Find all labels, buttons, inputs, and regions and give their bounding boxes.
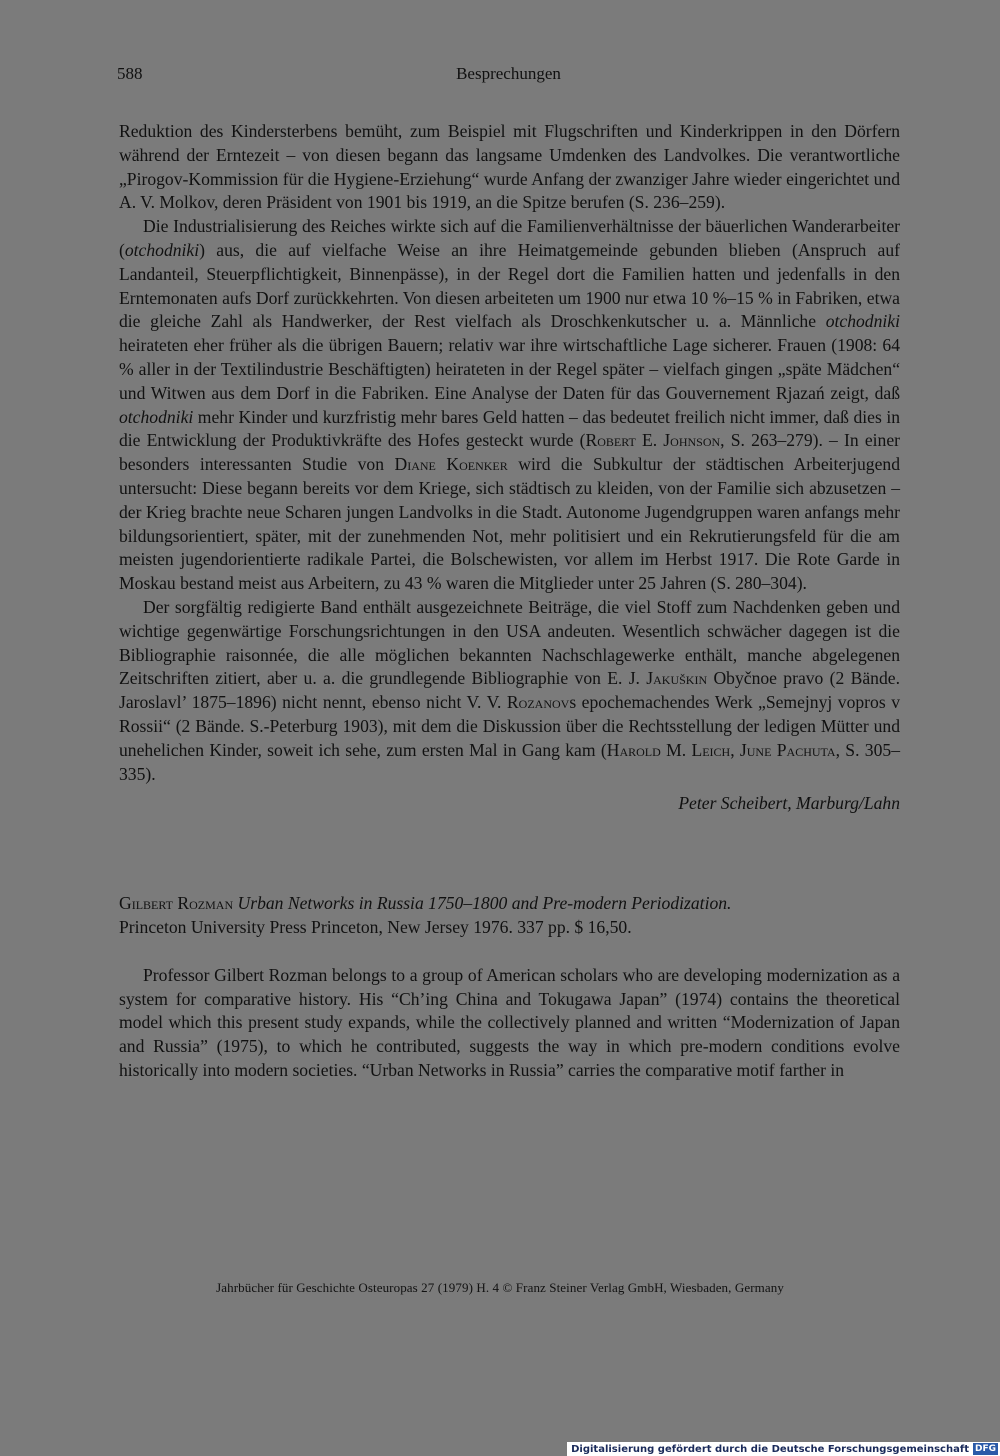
page-body	[119, 120, 900, 1083]
text-run: wird die Subkultur der städtischen Arbeiterjugend untersucht: Diese begann bereits vor dem Kriege, sich städtisch zu kleiden, von der Familie sich abzusetzen – der Krieg brachte neue Scharen jungen Landvolks in die Stadt. Autonome Jugendgruppen waren anfangs mehr bildungsorientiert, später, mit der zunehmenden Not, mehr politisiert und ein Rekrutierungsfeld für die am meisten jugendorientierte radikale Partei, die Bolschewisten, vor allem im Herbst 1917. Die Rote Garde in Moskau bestand meist aus Arbeitern, zu 43 % waren die Mitglieder unter 25 Jahren (S. 280–304).	[119, 454, 900, 594]
text-run: heirateten eher früher als die übrigen Bauern; relativ war ihre wirtschaftliche Lage sicherer. Frauen (1908: 64 % aller in der Textilindustrie Beschäftigten) heirateten in der Regel später – vielfach gingen „späte Mädchen“ und Witwen aus dem Dorf in die Fabriken. Eine Analyse der Daten für das Gouvernement Rjazań zeigt, daß	[119, 335, 900, 403]
text-run: Die Industrialisierung des Reiches wirkte sich auf die Familienverhältnisse der bäuerlichen Wanderarbeiter (	[119, 216, 900, 260]
text-run: , S. 305–335).	[119, 739, 900, 784]
review1-paragraph-3	[119, 596, 900, 786]
review2-publication: Princeton University Press Princeton, New Jersey 1976. 337 pp. $ 16,50.	[119, 916, 632, 937]
review2-title: Urban Networks in Russia 1750–1800 and Pre-modern Periodization.	[237, 893, 732, 914]
text-run: , S. 263–279). – In einer besonders interessanten Studie von	[119, 430, 900, 475]
text-run: Der sorgfältig redigierte Band enthält ausgezeichnete Beiträge, die viel Stoff zum Nachdenken geben und wichtige gegenwärtige Forschungsrichtungen in den USA andeuten. Wesentlich schwächer dagegen ist die Bibliographie raisonnée, die alle möglichen bekannten Nachschlagewerke enthält, manche abgelegenen Zeitschriften zitiert, aber u. a. die grundlegende Bibliographie von E. J.	[119, 596, 900, 689]
italic-term: otchodniki	[119, 406, 194, 427]
digitization-notice	[567, 1442, 1000, 1456]
dfg-logo-icon: DFG	[974, 1444, 996, 1454]
review2-heading	[119, 892, 900, 940]
page-number: 588	[117, 64, 143, 83]
page-header	[117, 64, 900, 92]
author-name: Robert E. Johnson	[585, 430, 721, 451]
review2-author: Gilbert Rozman	[119, 893, 234, 914]
review2-paragraph-1: Professor Gilbert Rozman belongs to a group of American scholars who are developing modernization as a system for comparative history. His “Ch’ing China and Tokugawa Japan” (1974) contains the theoretical model which this present study expands, while the collectively planned and written “Modernization of Japan and Russia” (1975), to which he contributed, suggests the way in which pre-modern conditions evolve historically into modern societies. “Urban Networks in Russia” carries the comparative motif farther in	[119, 964, 900, 1080]
italic-term: otchodniki	[825, 311, 900, 332]
text-run: Obyčnoe pravo (2 Bände. Jaroslavl’ 1875–1896) nicht nennt, ebenso nicht V. V.	[119, 668, 900, 713]
text-run: mehr Kinder und kurzfristig mehr bares Geld hatten – das bedeutet freilich nicht immer, daß dies in die Entwicklung der Produktivkräfte des Hofes gesteckt wurde (	[119, 406, 900, 451]
text-run: ) aus, die auf vielfache Weise an ihre Heimatgemeinde gebunden blieben (Anspruch auf Landanteil, Steuerpflichtigkeit, Binnenpässe), in der Regel dort die Familien hatten und jedenfalls in den Erntemonaten aufs Dorf zurückkehrten. Von diesen arbeiteten um 1900 nur etwa 10 %–15 % in Fabriken, etwa die gleiche Zahl als Handwerker, der Rest vielfach als Droschkenkutscher u. a. Männliche	[119, 239, 900, 332]
digitization-notice-text: Digitalisierung gefördert durch die Deutsche Forschungsgemeinschaft	[571, 1443, 969, 1455]
review1-paragraph-2	[119, 215, 900, 596]
reviewer-signature: Peter Scheibert, Marburg/Lahn	[678, 793, 900, 814]
author-name: Diane Koenker	[394, 454, 508, 475]
journal-citation-footer: Jahrbücher für Geschichte Osteuropas 27 (1979) H. 4 © Franz Steiner Verlag GmbH, Wiesbaden, Germany	[216, 1280, 784, 1295]
author-name: Jakuškin	[646, 668, 708, 689]
running-title: Besprechungen	[456, 64, 561, 83]
italic-term: otchodniki	[124, 239, 200, 260]
author-name: Harold M. Leich, June Pachuta	[606, 739, 836, 760]
review1-paragraph-1: Reduktion des Kindersterbens bemüht, zum Beispiel mit Flugschriften und Kinderkrippen in den Dörfern während der Erntezeit – von diesen begann das langsame Umdenken des Landvolkes. Die verantwortliche „Pirogov-Kommission für die Hygiene-Erziehung“ wurde Anfang der zwanziger Jahre wieder eingerichtet und A. V. Molkov, deren Präsident von 1901 bis 1919, an die Spitze berufen (S. 236–259).	[119, 121, 900, 213]
author-name: Rozanov	[506, 692, 570, 713]
text-run: s epochemachendes Werk „Semejnyj vopros v Rossii“ (2 Bände. S.-Peterburg 1903), mit dem die Diskussion über die Rechtsstellung der ledigen Mütter und unehelichen Kinder, soweit ich sehe, zum ersten Mal in Gang kam (	[119, 692, 900, 760]
